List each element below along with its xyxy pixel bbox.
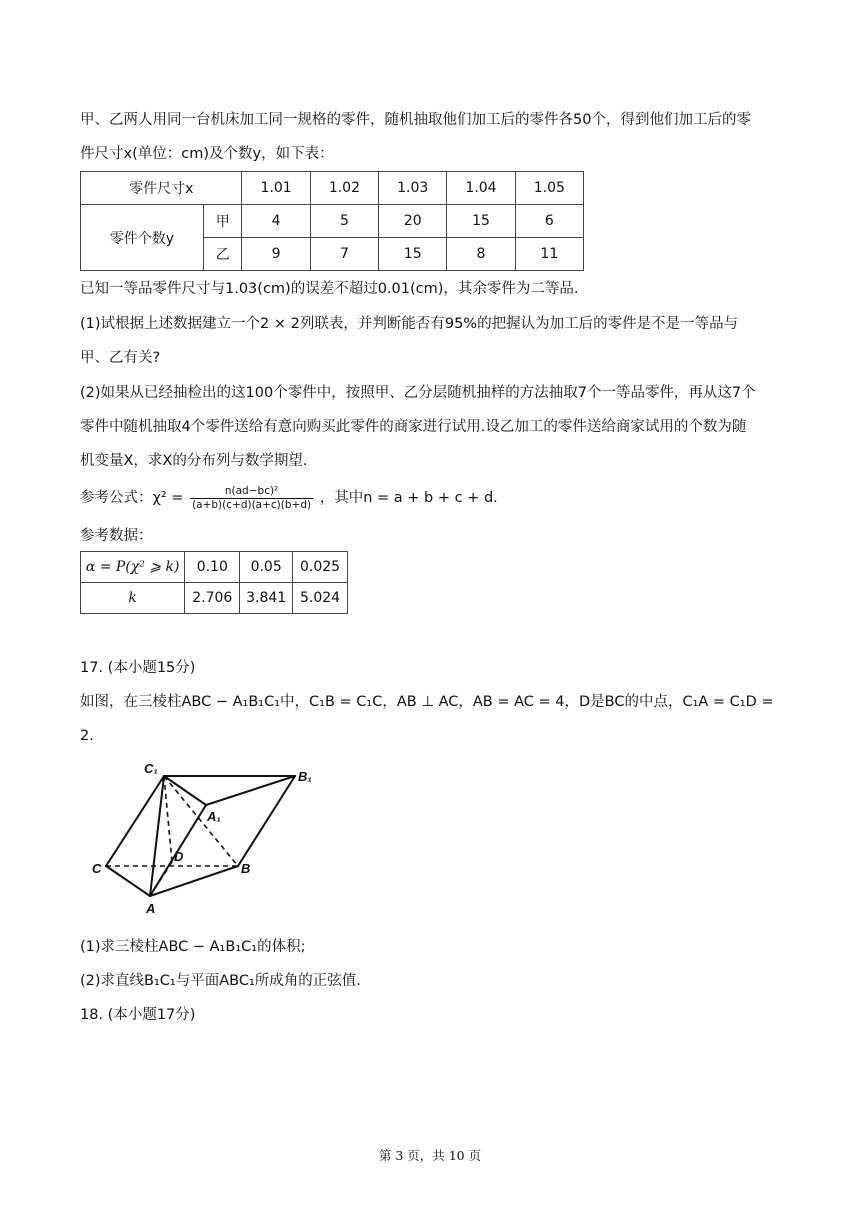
table-cell: 甲 <box>203 205 242 238</box>
table-cell: 15 <box>379 238 447 271</box>
edge-a-b <box>150 866 238 896</box>
label-b1: B₁ <box>298 769 312 784</box>
label-b: B <box>241 861 251 876</box>
intro-line-1: 甲、乙两人用同一台机床加工同一规格的零件，随机抽取他们加工后的零件各50个，得到他们加工后的零 <box>80 112 751 128</box>
problem-17-title: 17. (本小题15分) <box>80 660 196 676</box>
table-header-cell: k <box>81 583 185 614</box>
table-cell: 5 <box>310 205 378 238</box>
table-cell: 8 <box>447 238 515 271</box>
table-cell: 5.024 <box>293 583 348 614</box>
table-cell: 2.706 <box>185 583 240 614</box>
table-cell: 1.05 <box>515 172 583 205</box>
triangular-prism-figure <box>90 756 330 916</box>
table-header-cell: 零件个数y <box>81 205 204 271</box>
label-a1: A₁ <box>207 809 221 824</box>
table-cell: 1.03 <box>379 172 447 205</box>
formula-fraction <box>190 485 313 512</box>
table-cell: 1.04 <box>447 172 515 205</box>
table-cell: 3.841 <box>240 583 293 614</box>
problem-17-part-1: (1)求三棱柱ABC − A₁B₁C₁的体积; <box>80 939 306 955</box>
chi-square-table <box>80 551 348 614</box>
intro-line-2: 件尺寸x(单位：cm)及个数y，如下表： <box>80 146 334 162</box>
table-cell: 4 <box>242 205 310 238</box>
label-c: C <box>92 861 102 876</box>
table-row <box>81 583 348 614</box>
table-cell: 11 <box>515 238 583 271</box>
table-header-cell: 零件尺寸x <box>81 172 242 205</box>
edge-c1-d-hidden <box>164 776 172 862</box>
formula-denominator: (a+b)(c+d)(a+c)(b+d) <box>192 498 312 511</box>
table-row <box>81 552 348 583</box>
problem-18-title: 18. (本小题17分) <box>80 1007 196 1023</box>
question-2-line-1: (2)如果从已经抽检出的这100个零件中，按照甲、乙分层随机抽样的方法抽取7个一等品零件，再从这7个 <box>80 385 756 401</box>
size-count-table <box>80 171 584 271</box>
question-2-line-3: 机变量X，求X的分布列与数学期望. <box>80 453 308 469</box>
label-d: D <box>174 849 184 864</box>
problem-17-line-1: 如图，在三棱柱ABC − A₁B₁C₁中，C₁B = C₁C，AB ⊥ AC，AB = AC = 4，D是BC的中点，C₁A = C₁D = <box>80 694 774 710</box>
problem-17-part-2: (2)求直线B₁C₁与平面ABC₁所成角的正弦值. <box>80 973 361 989</box>
edge-c1-a1 <box>164 776 206 805</box>
table-cell: 6 <box>515 205 583 238</box>
label-c1: C₁ <box>144 761 158 776</box>
page-footer: 第 3 页，共 10 页 <box>378 1148 482 1163</box>
label-a: A <box>146 901 156 916</box>
table-row <box>81 172 584 205</box>
table-cell: 乙 <box>203 238 242 271</box>
question-2-line-2: 零件中随机抽取4个零件送给有意向购买此零件的商家进行试用.设乙加工的零件送给商家试用的个数为随 <box>80 419 747 435</box>
table-cell: 9 <box>242 238 310 271</box>
table-cell: 1.02 <box>310 172 378 205</box>
table-cell: 15 <box>447 205 515 238</box>
table-cell: 7 <box>310 238 378 271</box>
reference-formula <box>80 481 780 515</box>
reference-data-label: 参考数据： <box>80 528 153 544</box>
table-cell: 0.025 <box>293 552 348 583</box>
formula-numerator: n(ad−bc)² <box>190 485 313 499</box>
table-row <box>81 205 584 238</box>
question-1-line-2: 甲、乙有关? <box>80 350 161 366</box>
formula-label: 参考公式：χ² = <box>80 490 184 506</box>
table-cell: 0.05 <box>240 552 293 583</box>
question-1-line-1: (1)试根据上述数据建立一个2 × 2列联表，并判断能否有95%的把握认为加工后的零件是不是一等品与 <box>80 316 739 332</box>
condition-text: 已知一等品零件尺寸与1.03(cm)的误差不超过0.01(cm)，其余零件为二等品. <box>80 281 579 297</box>
formula-tail: ，其中n = a + b + c + d. <box>319 490 498 506</box>
edge-b1-b <box>238 776 295 866</box>
table-header-cell: α = P(χ² ⩾ k) <box>81 552 185 583</box>
edge-a1-b1 <box>206 776 295 805</box>
edge-c-a <box>106 866 150 896</box>
problem-17-line-2: 2. <box>80 728 94 744</box>
table-cell: 1.01 <box>242 172 310 205</box>
table-cell: 20 <box>379 205 447 238</box>
table-cell: 0.10 <box>185 552 240 583</box>
